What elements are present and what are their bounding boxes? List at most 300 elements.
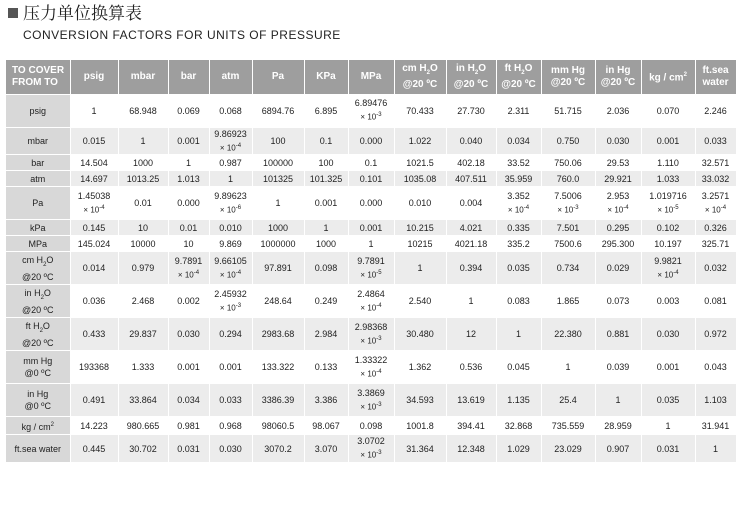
column-header xyxy=(641,60,695,94)
table-cell xyxy=(118,171,168,187)
cell-value: 295.300 xyxy=(601,238,635,249)
cell-value: 10000 xyxy=(130,238,156,249)
table-cell xyxy=(496,171,541,187)
table-cell xyxy=(446,417,496,435)
table-row xyxy=(6,127,736,155)
cell-value: 1000 xyxy=(267,222,289,233)
cell-value: 145.024 xyxy=(77,238,111,249)
cell-multiplier: × 10 xyxy=(360,369,377,379)
cell-value: 3070.2 xyxy=(264,443,292,454)
table-cell xyxy=(252,171,304,187)
table-cell xyxy=(348,351,394,384)
cell-value: 248.64 xyxy=(264,296,292,307)
table-row xyxy=(6,94,736,127)
row-header xyxy=(6,127,70,155)
table-cell xyxy=(348,318,394,351)
row-header-text: MPa xyxy=(28,238,47,249)
table-row xyxy=(6,252,736,285)
cell-value: 0.000 xyxy=(359,198,383,209)
column-header-text: bar xyxy=(180,70,197,82)
column-header xyxy=(695,60,736,94)
table-cell xyxy=(541,155,595,171)
column-header-condition: @20 ºC xyxy=(402,78,438,90)
table-cell xyxy=(209,94,252,127)
table-cell xyxy=(695,384,736,417)
table-cell xyxy=(446,155,496,171)
table-cell xyxy=(641,285,695,318)
cell-value: 33.52 xyxy=(507,157,530,168)
cell-value: 12.348 xyxy=(457,443,485,454)
table-cell xyxy=(595,417,641,435)
row-header-text: mm Hg xyxy=(23,356,53,367)
cell-multiplier: × 10 xyxy=(219,205,236,215)
cell-value: 0.01 xyxy=(134,198,152,209)
column-header-text: cm H xyxy=(402,62,427,74)
table-cell xyxy=(209,236,252,252)
table-cell xyxy=(70,417,118,435)
cell-value: 29.921 xyxy=(604,173,632,184)
cell-value: 407.511 xyxy=(455,173,487,184)
table-cell xyxy=(70,236,118,252)
cell-multiplier: × 10 xyxy=(704,205,721,215)
column-header-text: Pa xyxy=(271,70,285,82)
table-cell xyxy=(394,236,446,252)
row-header-text: kPa xyxy=(29,222,46,233)
table-cell xyxy=(695,187,736,220)
table-cell xyxy=(348,285,394,318)
cell-value: 1.362 xyxy=(408,362,432,373)
table-cell xyxy=(252,187,304,220)
column-header-text: KPa xyxy=(316,70,336,82)
cell-value: 1.135 xyxy=(507,395,530,406)
column-header xyxy=(595,60,641,94)
cell-value: 0.081 xyxy=(704,296,727,307)
row-header-condition: @20 ºC xyxy=(22,271,54,282)
table-cell xyxy=(168,236,209,252)
table-cell xyxy=(496,417,541,435)
row-header xyxy=(6,155,70,171)
cell-exponent: -4 xyxy=(376,368,382,375)
title-square-icon xyxy=(8,8,18,18)
cell-multiplier: × 10 xyxy=(219,303,236,313)
cell-value: 14.697 xyxy=(80,173,108,184)
row-header-text: bar xyxy=(31,157,45,168)
cell-value: 0.001 xyxy=(177,362,200,373)
cell-exponent-line xyxy=(211,267,251,282)
cell-value: 760.0 xyxy=(556,173,580,184)
table-cell xyxy=(496,236,541,252)
table-cell xyxy=(496,252,541,285)
cell-multiplier: × 10 xyxy=(657,270,674,280)
cell-value: 0.536 xyxy=(459,362,483,373)
table-cell xyxy=(641,155,695,171)
table-cell xyxy=(70,187,118,220)
table-cell xyxy=(394,435,446,463)
table-cell xyxy=(348,127,394,155)
table-cell xyxy=(304,127,348,155)
cell-value: 0.294 xyxy=(219,329,242,340)
table-cell xyxy=(209,220,252,236)
table-cell xyxy=(641,384,695,417)
cell-exponent-line xyxy=(350,300,393,315)
cell-exponent-line xyxy=(543,202,594,217)
cell-value: 2.4864 xyxy=(357,288,385,299)
row-header xyxy=(6,435,70,463)
cell-value: 97.891 xyxy=(264,263,292,274)
row-header xyxy=(6,351,70,384)
cell-value: 0.001 xyxy=(177,135,200,146)
cell-multiplier: × 10 xyxy=(83,205,100,215)
cell-value: 9.89623 xyxy=(214,190,247,201)
cell-exponent: -4 xyxy=(193,269,200,276)
table-cell xyxy=(641,351,695,384)
table-cell xyxy=(70,171,118,187)
row-header xyxy=(6,318,70,351)
cell-value: 1.019716 xyxy=(649,190,687,201)
table-cell xyxy=(496,155,541,171)
table-cell xyxy=(446,94,496,127)
cell-value: 2.468 xyxy=(131,296,155,307)
table-cell xyxy=(118,127,168,155)
table-cell xyxy=(541,236,595,252)
table-cell xyxy=(541,384,595,417)
table-cell xyxy=(695,435,736,463)
table-cell xyxy=(695,285,736,318)
table-cell xyxy=(446,252,496,285)
cell-value: 3.386 xyxy=(314,395,338,406)
cell-exponent-line xyxy=(211,300,251,315)
table-cell xyxy=(695,94,736,127)
table-cell xyxy=(304,252,348,285)
column-header-condition: @20 ºC xyxy=(453,78,489,90)
table-cell xyxy=(541,94,595,127)
cell-value: 14.223 xyxy=(80,420,108,431)
table-cell xyxy=(394,187,446,220)
cell-value: 1 xyxy=(140,135,146,146)
cell-exponent: -4 xyxy=(720,204,727,211)
table-cell xyxy=(168,417,209,435)
cell-value: 2.98368 xyxy=(354,321,388,332)
table-cell xyxy=(209,171,252,187)
table-cell xyxy=(595,171,641,187)
cell-value: 0.004 xyxy=(459,198,483,209)
column-header-text: psig xyxy=(83,70,105,82)
cell-value: 3.3869 xyxy=(357,387,385,398)
table-cell xyxy=(118,351,168,384)
table-cell xyxy=(304,285,348,318)
cell-value: 9.7891 xyxy=(357,255,385,266)
cell-value: 0.000 xyxy=(177,198,200,209)
cell-value: 0.972 xyxy=(704,329,727,340)
table-cell xyxy=(304,318,348,351)
table-cell xyxy=(641,127,695,155)
cell-value: 2.540 xyxy=(408,296,432,307)
table-cell xyxy=(70,155,118,171)
table-cell xyxy=(168,252,209,285)
row-header xyxy=(6,417,70,435)
cell-value: 10 xyxy=(137,222,148,233)
table-cell xyxy=(252,435,304,463)
table-cell xyxy=(695,236,736,252)
column-header-text: ft H xyxy=(504,62,522,74)
table-row xyxy=(6,171,736,187)
cell-value: 10.197 xyxy=(654,238,682,249)
table-cell xyxy=(252,384,304,417)
cell-value: 0.010 xyxy=(408,198,432,209)
cell-value: 0.001 xyxy=(656,362,680,373)
cell-exponent-line xyxy=(350,109,393,124)
cell-value: 3386.39 xyxy=(261,395,295,406)
table-cell xyxy=(541,220,595,236)
table-cell xyxy=(394,351,446,384)
table-cell xyxy=(595,236,641,252)
table-cell xyxy=(168,94,209,127)
table-cell xyxy=(70,94,118,127)
table-cell xyxy=(70,318,118,351)
column-header-text: in H xyxy=(455,62,475,74)
cell-exponent-line xyxy=(350,447,393,462)
table-cell xyxy=(70,252,118,285)
column-header xyxy=(394,60,446,94)
table-cell xyxy=(118,384,168,417)
cell-exponent: -3 xyxy=(376,450,382,457)
table-cell xyxy=(641,417,695,435)
table-cell xyxy=(348,435,394,463)
table-cell xyxy=(541,318,595,351)
row-header-text: cm H xyxy=(22,254,44,265)
table-cell xyxy=(209,351,252,384)
cell-multiplier: × 10 xyxy=(657,205,674,215)
cell-value: 9.86923 xyxy=(214,128,247,139)
cell-value: 2.246 xyxy=(704,105,727,116)
table-cell xyxy=(641,252,695,285)
cell-value: 0.069 xyxy=(177,105,200,116)
row-header-condition: @0 ºC xyxy=(24,401,51,412)
cell-value: 7.5006 xyxy=(554,190,582,201)
row-header-superscript: 2 xyxy=(50,421,54,428)
cell-value: 1.110 xyxy=(657,157,679,168)
table-cell xyxy=(695,417,736,435)
cell-value: 0.002 xyxy=(177,296,200,307)
table-cell xyxy=(394,220,446,236)
cell-value: 23.029 xyxy=(554,443,582,454)
cell-value: 2.953 xyxy=(606,190,630,201)
cell-value: 0.001 xyxy=(656,135,680,146)
column-header-text-end: O xyxy=(478,62,486,74)
row-header-text: atm xyxy=(30,173,46,184)
table-cell xyxy=(695,318,736,351)
cell-multiplier: × 10 xyxy=(360,270,377,280)
row-header-text: in Hg xyxy=(27,389,49,400)
cell-value: 0.335 xyxy=(507,222,530,233)
table-cell xyxy=(168,155,209,171)
cell-value: 0.031 xyxy=(656,443,680,454)
row-header xyxy=(6,384,70,417)
cell-value: 0.394 xyxy=(459,263,483,274)
table-cell xyxy=(641,435,695,463)
table-cell xyxy=(394,171,446,187)
table-cell xyxy=(446,318,496,351)
cell-exponent: -5 xyxy=(376,269,382,276)
row-header-text: Pa xyxy=(32,198,44,209)
cell-value: 35.959 xyxy=(504,173,533,184)
table-cell xyxy=(252,155,304,171)
cell-value: 31.941 xyxy=(701,420,730,431)
table-row xyxy=(6,435,736,463)
cell-value: 25.4 xyxy=(559,395,577,406)
cell-value: 0.015 xyxy=(82,135,106,146)
table-cell xyxy=(446,236,496,252)
cell-value: 1 xyxy=(515,329,521,340)
table-cell xyxy=(348,220,394,236)
table-cell xyxy=(118,417,168,435)
cell-value: 0.035 xyxy=(656,395,680,406)
row-header-condition: @20 ºC xyxy=(22,337,54,348)
row-header xyxy=(6,171,70,187)
table-cell xyxy=(70,351,118,384)
table-cell xyxy=(446,187,496,220)
row-header-text: mbar xyxy=(27,135,48,146)
cell-value: 0.979 xyxy=(131,263,155,274)
table-row xyxy=(6,187,736,220)
cell-value: 32.868 xyxy=(504,420,533,431)
table-cell xyxy=(641,187,695,220)
cell-value: 0.968 xyxy=(219,420,242,431)
column-header-superscript: 2 xyxy=(683,72,687,79)
column-header-subscript: 2 xyxy=(521,69,525,76)
table-cell xyxy=(541,171,595,187)
cell-multiplier: × 10 xyxy=(360,402,377,412)
row-header-text-end: O xyxy=(46,254,54,265)
cell-value: 0.133 xyxy=(314,362,338,373)
table-cell xyxy=(252,318,304,351)
table-cell xyxy=(641,220,695,236)
conversion-table xyxy=(6,60,737,463)
table-cell xyxy=(304,384,348,417)
row-header-text: kg / cm xyxy=(21,421,51,432)
cell-value: 0.030 xyxy=(656,329,680,340)
table-cell xyxy=(695,171,736,187)
cell-exponent: -6 xyxy=(235,204,242,211)
cell-value: 100000 xyxy=(262,157,294,168)
table-cell xyxy=(641,236,695,252)
row-header-text-end: O xyxy=(43,287,51,298)
cell-value: 1000000 xyxy=(260,238,296,249)
cell-value: 22.380 xyxy=(554,329,582,340)
row-header-text: ft.sea water xyxy=(14,443,62,454)
cell-value: 335.2 xyxy=(507,238,530,249)
column-header xyxy=(496,60,541,94)
cell-value: 0.491 xyxy=(82,395,106,406)
table-cell xyxy=(209,155,252,171)
table-cell xyxy=(168,285,209,318)
table-cell xyxy=(348,187,394,220)
table-cell xyxy=(304,417,348,435)
cell-exponent: -4 xyxy=(99,204,105,211)
cell-exponent-line xyxy=(498,202,540,217)
cell-value: 6.895 xyxy=(314,105,338,116)
table-cell xyxy=(70,220,118,236)
cell-multiplier: × 10 xyxy=(219,270,236,280)
cell-value: 2.45932 xyxy=(214,288,247,299)
table-cell xyxy=(695,220,736,236)
table-cell xyxy=(595,155,641,171)
cell-value: 133.322 xyxy=(261,362,295,373)
cell-value: 3.0702 xyxy=(357,436,385,447)
row-header xyxy=(6,187,70,220)
column-header xyxy=(252,60,304,94)
cell-value: 14.504 xyxy=(80,157,108,168)
cell-value: 1.013 xyxy=(177,173,200,184)
row-header xyxy=(6,94,70,127)
cell-value: 33.032 xyxy=(701,173,730,184)
table-cell xyxy=(168,127,209,155)
cell-value: 29.837 xyxy=(129,329,157,340)
table-cell xyxy=(304,236,348,252)
table-row xyxy=(6,318,736,351)
table-cell xyxy=(168,171,209,187)
cell-value: 1 xyxy=(323,222,329,233)
table-cell xyxy=(695,351,736,384)
table-cell xyxy=(304,171,348,187)
cell-value: 0.734 xyxy=(556,263,580,274)
table-cell xyxy=(209,285,252,318)
table-cell xyxy=(252,236,304,252)
cell-value: 0.101 xyxy=(359,173,383,184)
table-cell xyxy=(118,94,168,127)
table-cell xyxy=(118,252,168,285)
cell-value: 1 xyxy=(227,173,233,184)
cell-value: 34.593 xyxy=(406,395,434,406)
table-cell xyxy=(348,94,394,127)
column-header-text: kg / cm xyxy=(649,72,684,84)
cell-value: 0.029 xyxy=(606,263,630,274)
cell-value: 31.364 xyxy=(406,443,434,454)
column-header xyxy=(209,60,252,94)
cell-value: 0.295 xyxy=(606,222,630,233)
table-cell xyxy=(118,220,168,236)
cell-value: 0.036 xyxy=(82,296,106,307)
column-header xyxy=(70,60,118,94)
cell-value: 7.501 xyxy=(556,222,580,233)
table-cell xyxy=(595,220,641,236)
cell-value: 1001.8 xyxy=(406,420,434,431)
table-cell xyxy=(168,220,209,236)
cell-value: 1.022 xyxy=(408,135,432,146)
table-cell xyxy=(70,384,118,417)
cell-value: 68.948 xyxy=(129,105,157,116)
cell-exponent-line xyxy=(597,202,640,217)
table-cell xyxy=(496,318,541,351)
cell-multiplier: × 10 xyxy=(360,336,377,346)
cell-value: 101325 xyxy=(262,173,294,184)
table-cell xyxy=(695,252,736,285)
table-cell xyxy=(446,220,496,236)
cell-value: 0.433 xyxy=(82,329,106,340)
column-header xyxy=(304,60,348,94)
cell-value: 1.33322 xyxy=(354,354,388,365)
cell-value: 0.033 xyxy=(219,395,242,406)
cell-value: 0.073 xyxy=(606,296,630,307)
table-cell xyxy=(641,171,695,187)
cell-multiplier: × 10 xyxy=(607,205,624,215)
cell-value: 3.2571 xyxy=(701,190,730,201)
table-cell xyxy=(348,155,394,171)
cell-value: 1 xyxy=(712,443,718,454)
column-header-condition: water xyxy=(702,76,729,88)
cell-multiplier: × 10 xyxy=(360,450,377,460)
cell-value: 750.06 xyxy=(554,157,582,168)
